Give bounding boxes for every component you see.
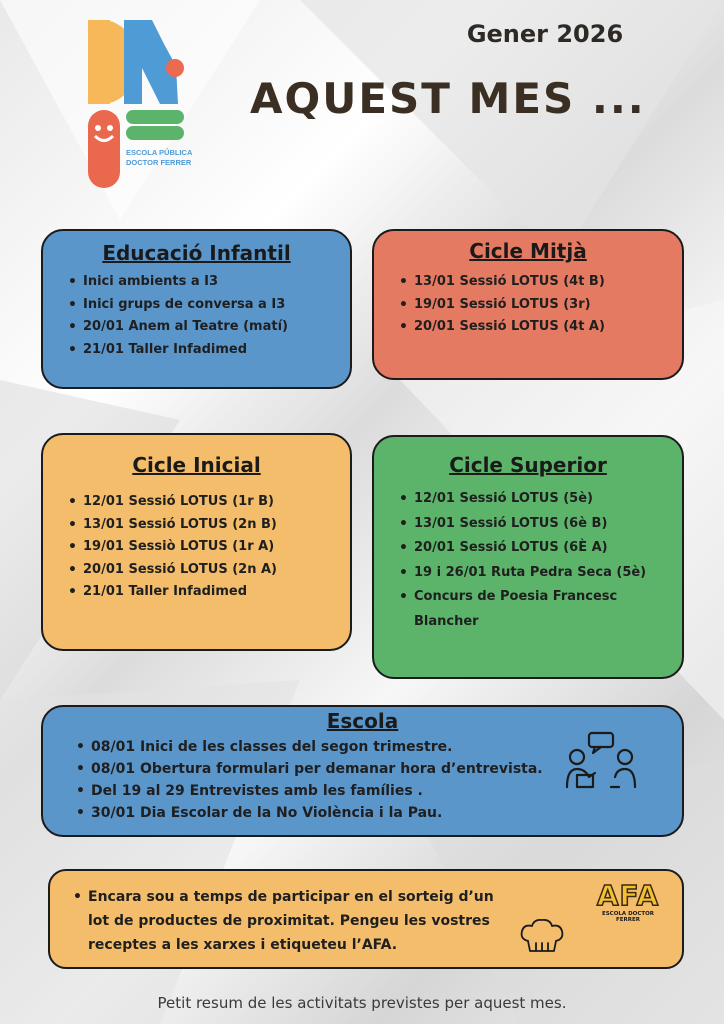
list-item: • 19/01 Sessió LOTUS (3r) bbox=[414, 294, 682, 317]
list-item: • 20/01 Anem al Teatre (matí) bbox=[83, 316, 350, 339]
card-cicle-inicial bbox=[41, 433, 352, 651]
list-item: • 20/01 Sessió LOTUS (2n A) bbox=[83, 559, 350, 582]
chef-hat-icon bbox=[518, 917, 566, 955]
list-item: • 21/01 Taller Infadimed bbox=[83, 581, 350, 604]
list-item-continuation: Blancher bbox=[414, 613, 479, 629]
svg-text:ESCOLA PÚBLICA: ESCOLA PÚBLICA bbox=[126, 148, 192, 157]
svg-text:DOCTOR FERRER: DOCTOR FERRER bbox=[126, 158, 192, 167]
announcement-line: Encara sou a temps de participar en el sorteig d’un bbox=[88, 889, 494, 905]
activity-list bbox=[43, 271, 350, 361]
activity-list bbox=[43, 491, 350, 604]
card-title: Educació Infantil bbox=[102, 241, 291, 265]
list-item: • 13/01 Sessió LOTUS (2n B) bbox=[83, 514, 350, 537]
announcement-list bbox=[50, 885, 682, 957]
conversation-icon bbox=[565, 731, 637, 791]
card-escola bbox=[41, 705, 684, 837]
list-item: • 20/01 Sessió LOTUS (4t A) bbox=[414, 316, 682, 339]
activity-list bbox=[374, 487, 682, 634]
list-item: • Inici ambients a I3 bbox=[83, 271, 350, 294]
afa-logo-subtitle: ESCOLA DOCTOR FERRER bbox=[601, 911, 655, 923]
card-title: Cicle Mitjà bbox=[469, 239, 587, 263]
card-title: Cicle Superior bbox=[449, 453, 607, 477]
page-title: AQUEST MES ... bbox=[250, 74, 646, 123]
list-item: • Inici grups de conversa a I3 bbox=[83, 294, 350, 317]
card-cicle-mitja bbox=[372, 229, 684, 380]
list-item: • 19 i 26/01 Ruta Pedra Seca (5è) bbox=[414, 561, 682, 586]
announcement-line: lot de productes de proximitat. Pengeu les vostres bbox=[88, 913, 490, 929]
list-item: • 08/01 Obertura formulari per demanar hora d’entrevista. bbox=[91, 758, 682, 780]
list-item: • 19/01 Sessiò LOTUS (1r A) bbox=[83, 536, 350, 559]
activity-list bbox=[374, 271, 682, 339]
list-item: • 08/01 Inici de les classes del segon trimestre. bbox=[91, 736, 682, 758]
month-label: Gener 2026 bbox=[466, 20, 624, 48]
announcement-text bbox=[88, 885, 682, 957]
list-item: • 21/01 Taller Infadimed bbox=[83, 339, 350, 362]
afa-logo bbox=[596, 881, 660, 923]
list-item: • 30/01 Dia Escolar de la No Violència i la Pau. bbox=[91, 802, 682, 824]
list-item: • Del 19 al 29 Entrevistes amb les famílies . bbox=[91, 780, 682, 802]
list-item: • 13/01 Sessió LOTUS (6è B) bbox=[414, 512, 682, 537]
list-item: • 13/01 Sessió LOTUS (4t B) bbox=[414, 271, 682, 294]
afa-logo-text: AFA bbox=[596, 879, 660, 912]
card-cicle-superior bbox=[372, 435, 684, 679]
card-title: Escola bbox=[326, 709, 399, 733]
footer-note: Petit resum de les activitats previstes per aquest mes. bbox=[157, 994, 567, 1012]
school-logo bbox=[80, 18, 192, 194]
announcement-line: receptes a les xarxes i etiqueteu l’AFA. bbox=[88, 937, 398, 953]
card-afa-announcement bbox=[48, 869, 684, 969]
card-title: Cicle Inicial bbox=[132, 453, 261, 477]
card-educacio-infantil bbox=[41, 229, 352, 389]
list-item: • 20/01 Sessió LOTUS (6È A) bbox=[414, 536, 682, 561]
list-item: • 12/01 Sessió LOTUS (1r B) bbox=[83, 491, 350, 514]
list-item: • 12/01 Sessió LOTUS (5è) bbox=[414, 487, 682, 512]
list-item: • Concurs de Poesia Francesc bbox=[414, 585, 682, 610]
